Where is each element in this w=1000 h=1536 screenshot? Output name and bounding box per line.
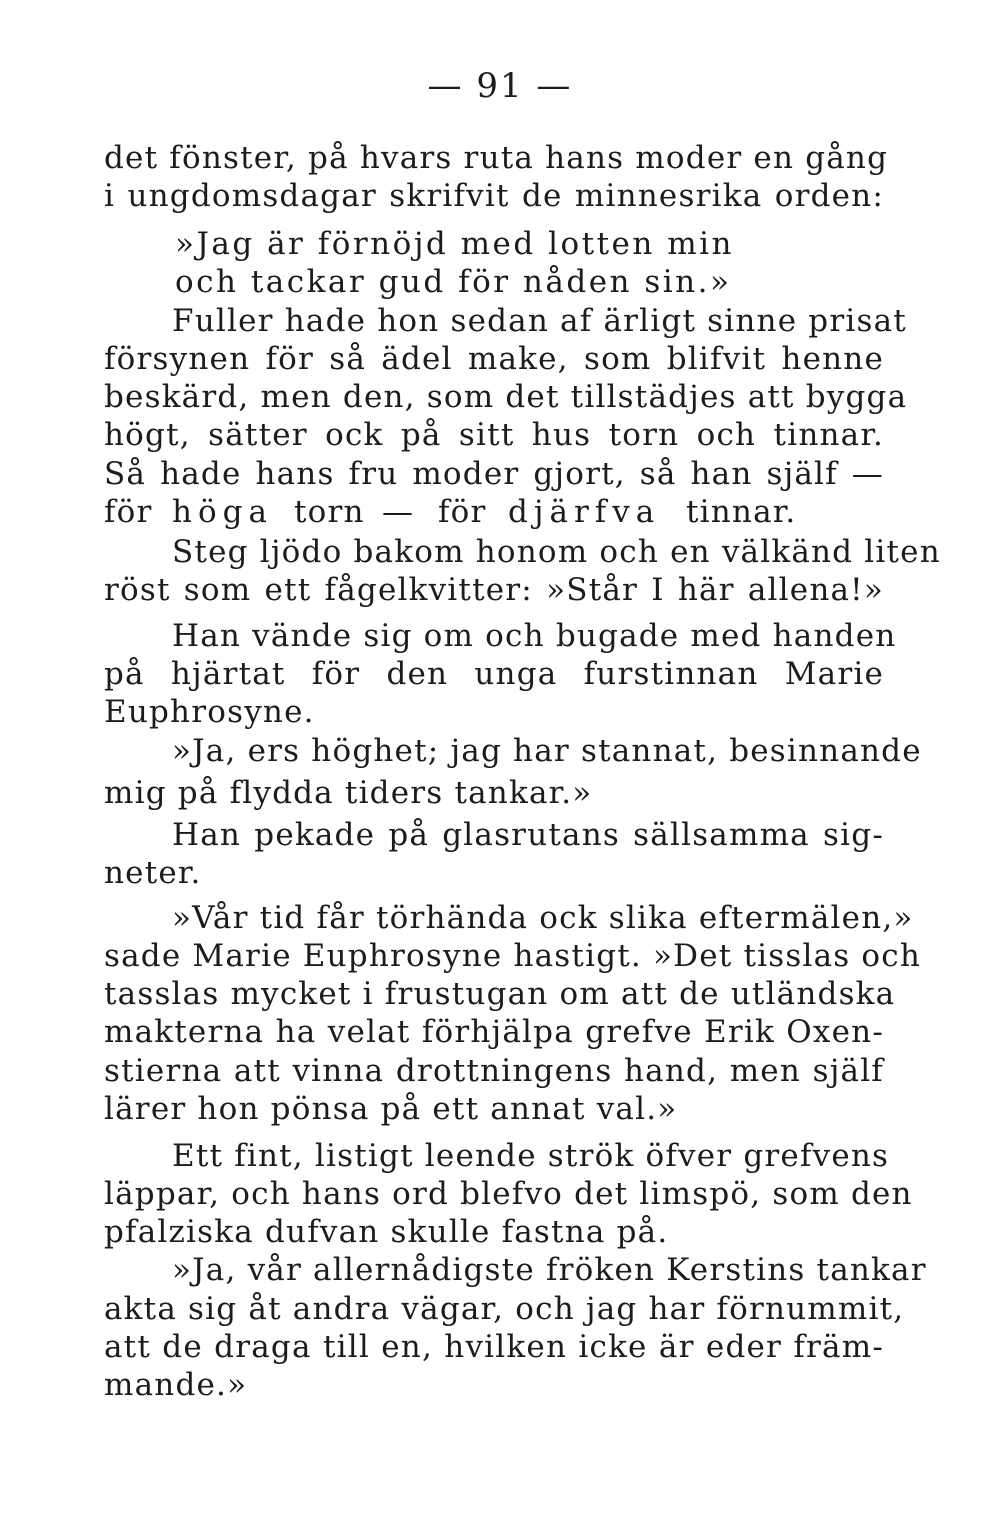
- text-line: »Ja, vår allernådigste fröken Kerstins tankar: [172, 1252, 927, 1288]
- text-line: läppar, och hans ord blefvo det limspö, som den: [104, 1176, 913, 1212]
- text-line: Han vände sig om och bugade med handen: [172, 618, 897, 654]
- emphasized-word: höga: [172, 494, 273, 530]
- verse-line: och tackar gud för nåden sin.»: [175, 264, 732, 300]
- text-line: Steg ljödo bakom honom och en välkänd liten: [172, 534, 941, 570]
- text-line: neter.: [104, 855, 202, 891]
- text-word: tinnar.: [686, 494, 797, 530]
- text-line: Euphrosyne.: [104, 694, 315, 730]
- text-word: torn: [294, 494, 365, 530]
- text-line: mig på flydda tiders tankar.»: [104, 775, 593, 811]
- text-line: makterna ha velat förhjälpa grefve Erik Oxen-: [104, 1014, 884, 1050]
- text-line: i ungdomsdagar skrifvit de minnesrika orden:: [104, 178, 884, 214]
- text-line: högt, sätter ock på sitt hus torn och tinnar.: [104, 417, 884, 453]
- text-line: Så hade hans fru moder gjort, så han själf —: [104, 456, 884, 492]
- text-line: Ett fint, listigt leende strök öfver grefvens: [172, 1138, 890, 1174]
- text-word: för: [438, 494, 487, 530]
- text-line: Fuller hade hon sedan af ärligt sinne prisat: [172, 303, 907, 339]
- page-number: — 91 —: [427, 66, 573, 106]
- text-line: »Vår tid får törhända ock slika eftermälen,»: [172, 900, 914, 936]
- text-line: stierna att vinna drottningens hand, men själf: [104, 1053, 884, 1089]
- text-line: sade Marie Euphrosyne hastigt. »Det tisslas och: [104, 938, 922, 974]
- text-line: det fönster, på hvars ruta hans moder en gång: [104, 140, 889, 176]
- text-line: tasslas mycket i frustugan om att de utländska: [104, 976, 896, 1012]
- text-word: för: [104, 494, 153, 530]
- text-line: mande.»: [104, 1367, 248, 1403]
- text-line: »Ja, ers höghet; jag har stannat, besinnande: [172, 733, 922, 769]
- text-line: att de draga till en, hvilken icke är eder främ-: [104, 1329, 884, 1365]
- text-line: lärer hon pönsa på ett annat val.»: [104, 1091, 678, 1127]
- verse-line: »Jag är förnöjd med lotten min: [175, 226, 734, 262]
- text-line: akta sig åt andra vägar, och jag har förnummit,: [104, 1291, 905, 1327]
- text-line: pfalziska dufvan skulle fastna på.: [104, 1214, 669, 1250]
- text-line: på hjärtat för den unga furstinnan Marie: [104, 656, 884, 692]
- text-line: beskärd, men den, som det tillstädjes att bygga: [104, 379, 908, 415]
- emphasized-word: djärfva: [508, 494, 661, 530]
- text-line: röst som ett fågelkvitter: »Står I här allena!»: [104, 572, 884, 608]
- text-line: försynen för så ädel make, som blifvit henne: [104, 341, 884, 377]
- text-line: Han pekade på glasrutans sällsamma sig-: [172, 817, 884, 853]
- text-word: —: [382, 494, 415, 530]
